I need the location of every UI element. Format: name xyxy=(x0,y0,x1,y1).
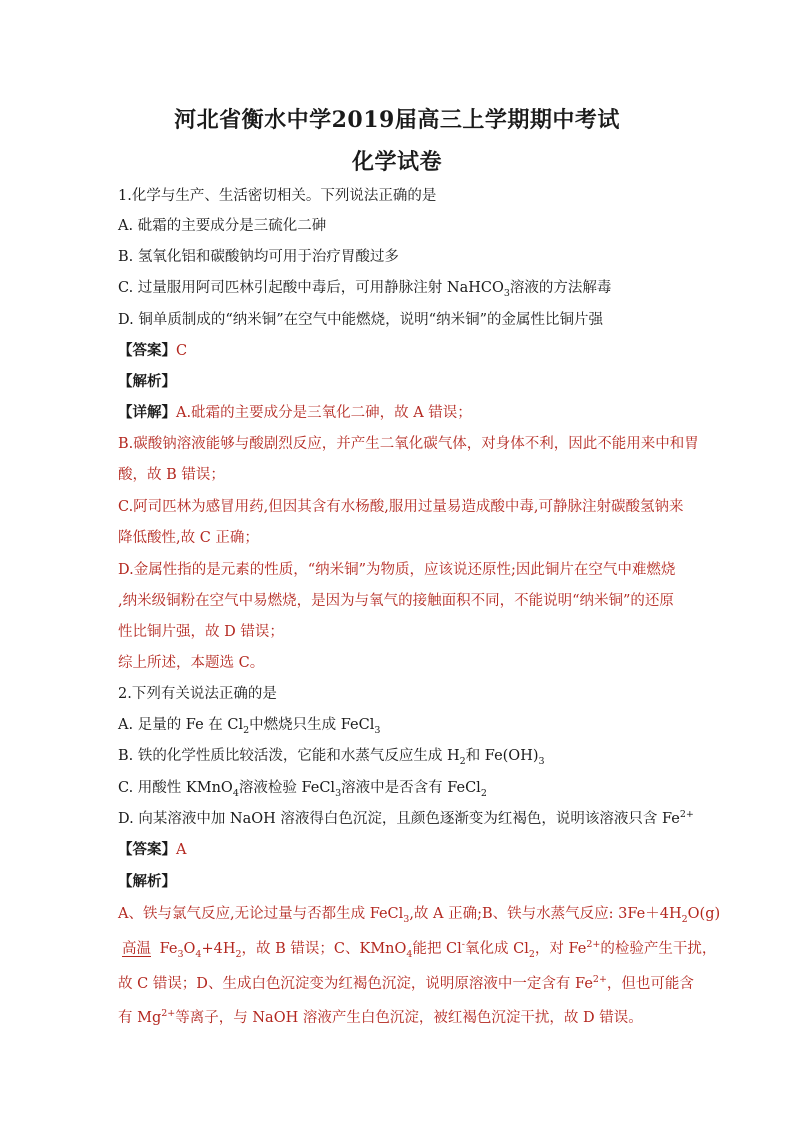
q1-stem: 1.化学与生产、生活密切相关。下列说法正确的是 xyxy=(118,188,437,204)
q1-detail-a: 【详解】A.砒霜的主要成分是三氧化二砷，故 A 错误； xyxy=(118,404,472,421)
q2-option-a: A. 足量的 Fe 在 $Cl_2$中燃烧只生成 FeCl$_3$ xyxy=(118,717,381,736)
reaction-condition-label: 高温 xyxy=(122,941,151,957)
q1-option-d: D. 铜单质制成的“纳米铜”在空气中能燃烧，说明“纳米铜”的金属性比铜片强 xyxy=(118,312,603,328)
q2-option-c: C. 用酸性 KMnO$_4$溶液检验 FeCl$_3$溶液中是否含有 FeCl$_2$ xyxy=(118,780,487,799)
q1-option-c: C. 过量服用阿司匹林引起酸中毒后，可用静脉注射 NaHCO$_3$溶液的方法解毒 xyxy=(118,280,612,299)
q2-analysis-line4: 有 $Mg^{2+}$等离子，与 NaOH 溶液产生白色沉淀，被红褐色沉淀干扰，故 D 错误。 xyxy=(118,1008,643,1026)
q1-detail-d-line2: ,纳米级铜粉在空气中易燃烧，是因为与氧气的接触面积不同，不能说明“纳米铜”的还原 xyxy=(118,593,674,609)
page-subtitle: 化学试卷 xyxy=(351,149,442,175)
q1-detail-c-line1: C.阿司匹林为感冒用药,但因其含有水杨酸,服用过量易造成酸中毒,可静脉注射碳酸氢钠来 xyxy=(118,499,684,515)
q1-detail-d-line1: D.金属性指的是元素的性质，“纳米铜”为物质，应该说还原性;因此铜片在空气中难燃烧 xyxy=(118,562,676,578)
q2-option-d: D. 向某溶液中加 NaOH 溶液得白色沉淀，且颜色逐渐变为红褐色，说明该溶液只含 $Fe^{2+}$ xyxy=(118,809,694,827)
q1-detail-d-line3: 性比铜片强，故 D 错误； xyxy=(118,624,284,640)
q1-detail-b-line2: 酸，故 B 错误； xyxy=(118,467,225,483)
q2-analysis-line1: A、铁与氯气反应,无论过量与否都生成 FeCl$_3$,故 A 正确;B、铁与水蒸气反应: $3Fe+4H_2O(g)$ xyxy=(118,906,721,925)
q1-option-b: B. 氢氧化铝和碳酸钠均可用于治疗胃酸过多 xyxy=(118,249,399,265)
q2-stem: 2.下列有关说法正确的是 xyxy=(118,686,277,702)
q1-detail-b-line1: B.碳酸钠溶液能够与酸剧烈反应，并产生二氧化碳气体，对身体不利，因此不能用来中和胃 xyxy=(118,436,699,452)
q1-analysis-label: 【解析】 xyxy=(118,373,176,390)
q1-summary: 综上所述，本题选 C。 xyxy=(118,655,265,671)
q2-answer: 【答案】A xyxy=(118,841,187,858)
q2-option-b: B. 铁的化学性质比较活泼，它能和水蒸气反应生成 $H_2$和 $Fe(OH)_3$ xyxy=(118,748,545,767)
q2-analysis-label: 【解析】 xyxy=(118,873,176,890)
q2-analysis-line3: 故 C 错误；D、生成白色沉淀变为红褐色沉淀，说明原溶液中一定含有 $Fe^{2+}$，但也可能含 xyxy=(118,974,694,992)
page-title: 河北省衡水中学2019届高三上学期期中考试 xyxy=(174,107,620,133)
q1-option-a: A. 砒霜的主要成分是三硫化二砷 xyxy=(118,218,327,234)
q2-analysis-line2: 高温 $Fe_3O_4+4H_2$，故 B 错误；C、KMnO$_4$能把 Cl-氧化成 $Cl_2$，对 $Fe^{2+}$的检验产生干扰， xyxy=(118,939,716,959)
q1-detail-c-line2: 降低酸性,故 C 正确； xyxy=(118,530,259,546)
q1-answer: 【答案】C xyxy=(118,342,188,359)
